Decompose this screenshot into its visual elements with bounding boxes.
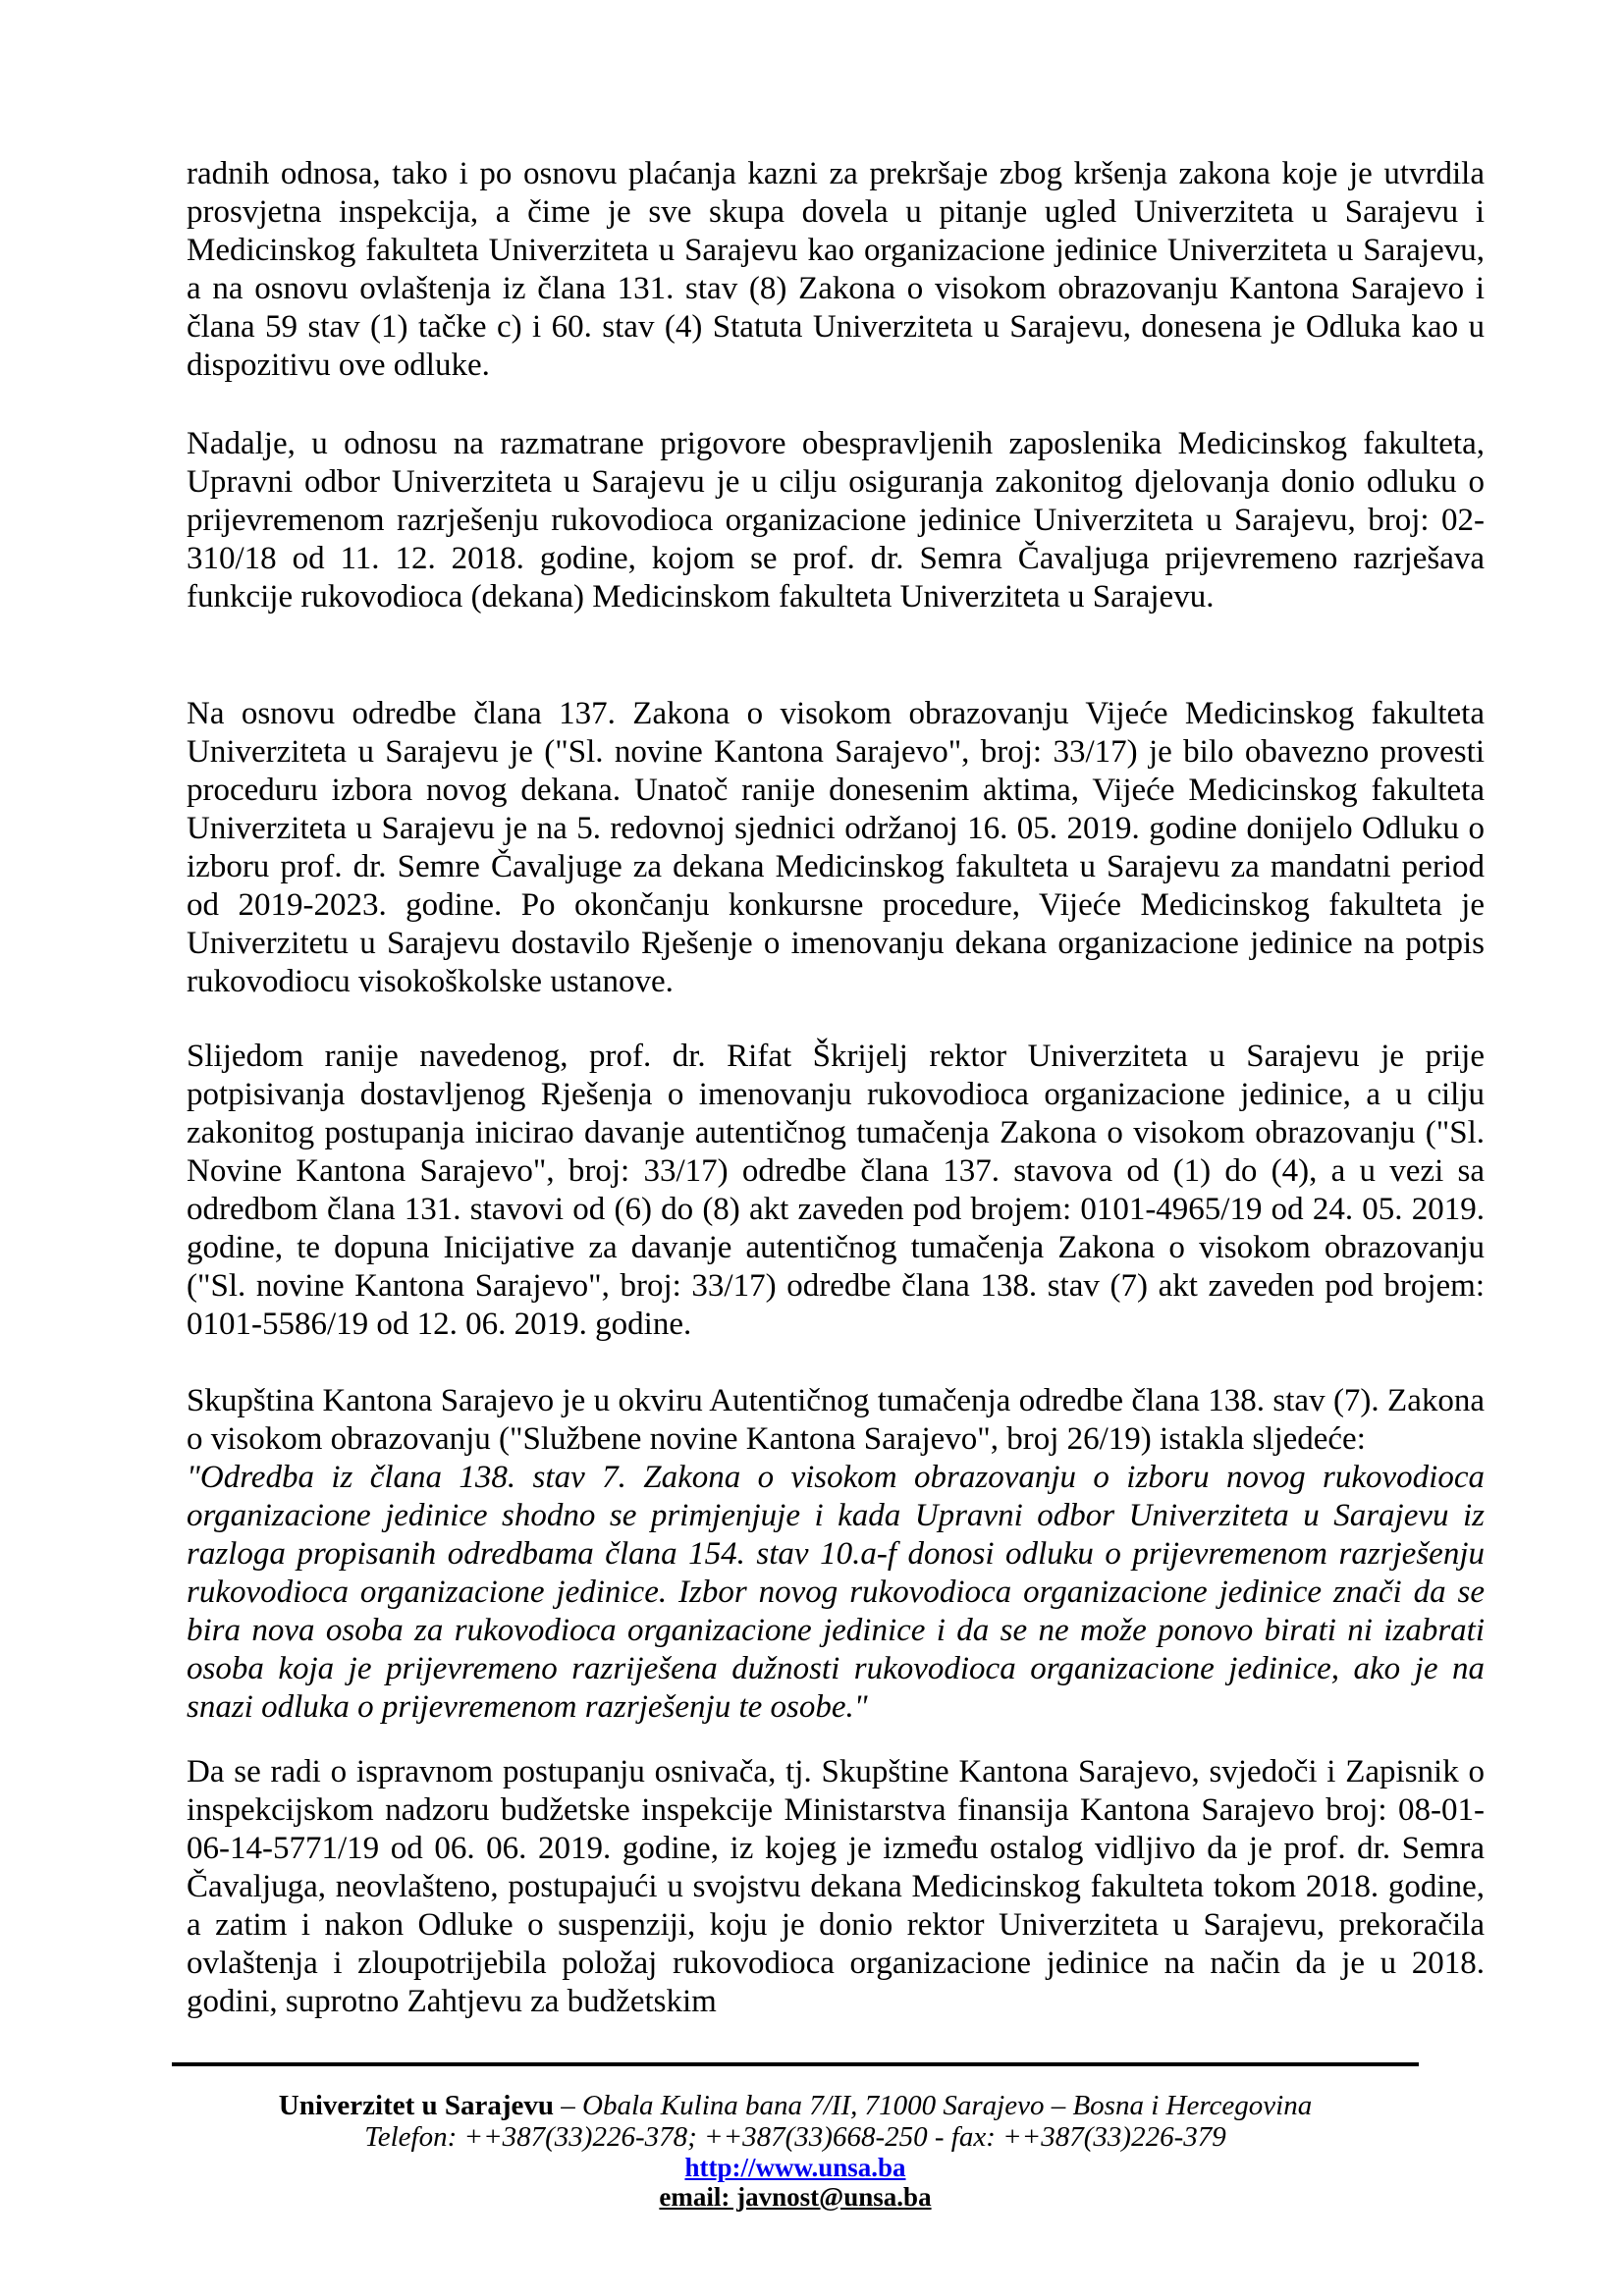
footer-website-link[interactable]: http://www.unsa.ba [684,2153,906,2182]
footer-phone-line: Telefon: ++387(33)226-378; ++387(33)668-250 - fax: ++387(33)226-379 [364,2121,1226,2153]
paragraph-izbor-dekana: Na osnovu odredbe člana 137. Zakona o visokom obrazovanju Vijeće Medicinskog fakulteta Univerziteta u Sarajevu je ("Sl. novine Kantona Sarajevo", broj: 33/17) je bilo obavezno provesti proceduru izbora novog dekana. Unatoč ranije donesenim aktima, Vijeće Medicinskog fakulteta Univerziteta u Sarajevu je na 5. redovnoj sjednici održanoj 16. 05. 2019. godine donijelo Odluku o izboru prof. dr. Semre Čavaljuge za dekana Medicinskog fakulteta u Sarajevu za mandatni period od 2019-2023. godine. Po okončanju konkursne procedure, Vijeće Medicinskog fakulteta je Univerzitetu u Sarajevu dostavilo Rješenje o imenovanju dekana organizacione jedinice na potpis rukovodiocu visokoškolske ustanove. [187,696,1485,999]
footer-address-line [172,2090,1419,2121]
footer-org-name: Univerzitet u Sarajevu [278,2090,555,2121]
paragraph-zapisnik-inspekcija: Da se radi o ispravnom postupanju osnivača, tj. Skupštine Kantona Sarajevo, svjedoči i Zapisnik o inspekcijskom nadzoru budžetske inspekcije Ministarstva finansija Kantona Sarajevo broj: 08-01-06-14-5771/19 od 06. 06. 2019. godine, iz kojeg je između ostalog vidljivo da je prof. dr. Semra Čavaljuga, neovlašteno, postupajući u svojstvu dekana Medicinskog fakulteta tokom 2018. godine, a zatim i nakon Odluke o suspenziji, koju je donio rektor Univerziteta u Sarajevu, prekoračila ovlaštenja i zloupotrijebila položaj rukovodioca organizacione jedinice na način da je u 2018. godini, suprotno Zahtjevu za budžetskim [187,1754,1485,2019]
paragraph-continuation: radnih odnosa, tako i po osnovu plaćanja kazni za prekršaje zbog kršenja zakona koje je utvrdila prosvjetna inspekcija, a čime je sve skupa dovela u pitanje ugled Univerziteta u Sarajevu i Medicinskog fakulteta Univerziteta u Sarajevu kao organizacione jedinice Univerziteta u Sarajevu, a na osnovu ovlaštenja iz člana 131. stav (8) Zakona o visokom obrazovanju Kantona Sarajevo i člana 59 stav (1) tačke c) i 60. stav (4) Statuta Univerziteta u Sarajevu, donesena je Odluka kao u dispozitivu ove odluke. [187,156,1485,383]
page-footer [172,2062,1419,2212]
document-body [187,155,1485,2021]
paragraph-skupstina-uvod: Skupština Kantona Sarajevo je u okviru Autentičnog tumačenja odredbe člana 138. stav (7). Zakona o visokom obrazovanju ("Službene novine Kantona Sarajevo", broj 26/19) istakla sljedeće: [187,1383,1485,1457]
quote-autenticno-tumacenje: "Odredba iz člana 138. stav 7. Zakona o visokom obrazovanju o izboru novog rukovodioca organizacione jedinice shodno se primjenjuje i kada Upravni odbor Univerziteta u Sarajevu iz razloga propisanih odredbama člana 154. stav 10.a-f donosi odluku o prijevremenom razrješenju rukovodioca organizacione jedinice. Izbor novog rukovodioca organizacione jedinice znači da se bira nova osoba za rukovodioca organizacione jedinice i da se ne može ponovo birati ni izabrati osoba koja je prijevremeno razriješena dužnosti rukovodioca organizacione jedinice, ako je na snazi odluka o prijevremenom razrješenju te osobe." [187,1460,1485,1725]
footer-email-link[interactable]: email: javnost@unsa.ba [659,2182,932,2212]
paragraph-razrjesenje-odluka: Nadalje, u odnosu na razmatrane prigovore obespravljenih zaposlenika Medicinskog fakulteta, Upravni odbor Univerziteta u Sarajevu je u cilju osiguranja zakonitog djelovanja donio odluku o prijevremenom razrješenju rukovodioca organizacione jedinice Univerziteta u Sarajevu, broj: 02-310/18 od 11. 12. 2018. godine, kojom se prof. dr. Semra Čavaljuga prijevremeno razrješava funkcije rukovodioca (dekana) Medicinskom fakulteta Univerziteta u Sarajevu. [187,426,1485,614]
footer-divider [172,2062,1419,2066]
footer-address: – Obala Kulina bana 7/II, 71000 Sarajevo – Bosna i Hercegovina [561,2090,1313,2121]
footer-website-row [172,2153,1419,2182]
footer-email-row [172,2182,1419,2212]
paragraph-inicijativa-tumacenje: Slijedom ranije navedenog, prof. dr. Rifat Škrijelj rektor Univerziteta u Sarajevu je prije potpisivanja dostavljenog Rješenja o imenovanju rukovodioca organizacione jedinice, a u cilju zakonitog postupanja inicirao davanje autentičnog tumačenja Zakona o visokom obrazovanju ("Sl. Novine Kantona Sarajevo", broj: 33/17) odredbe člana 137. stavova od (1) do (4), a u vezi sa odredbom člana 131. stavovi od (6) do (8) akt zaveden pod brojem: 0101-4965/19 od 24. 05. 2019. godine, te dopuna Inicijative za davanje autentičnog tumačenja Zakona o visokom obrazovanju ("Sl. novine Kantona Sarajevo", broj: 33/17) odredbe člana 138. stav (7) akt zaveden pod brojem: 0101-5586/19 od 12. 06. 2019. godine. [187,1039,1485,1342]
